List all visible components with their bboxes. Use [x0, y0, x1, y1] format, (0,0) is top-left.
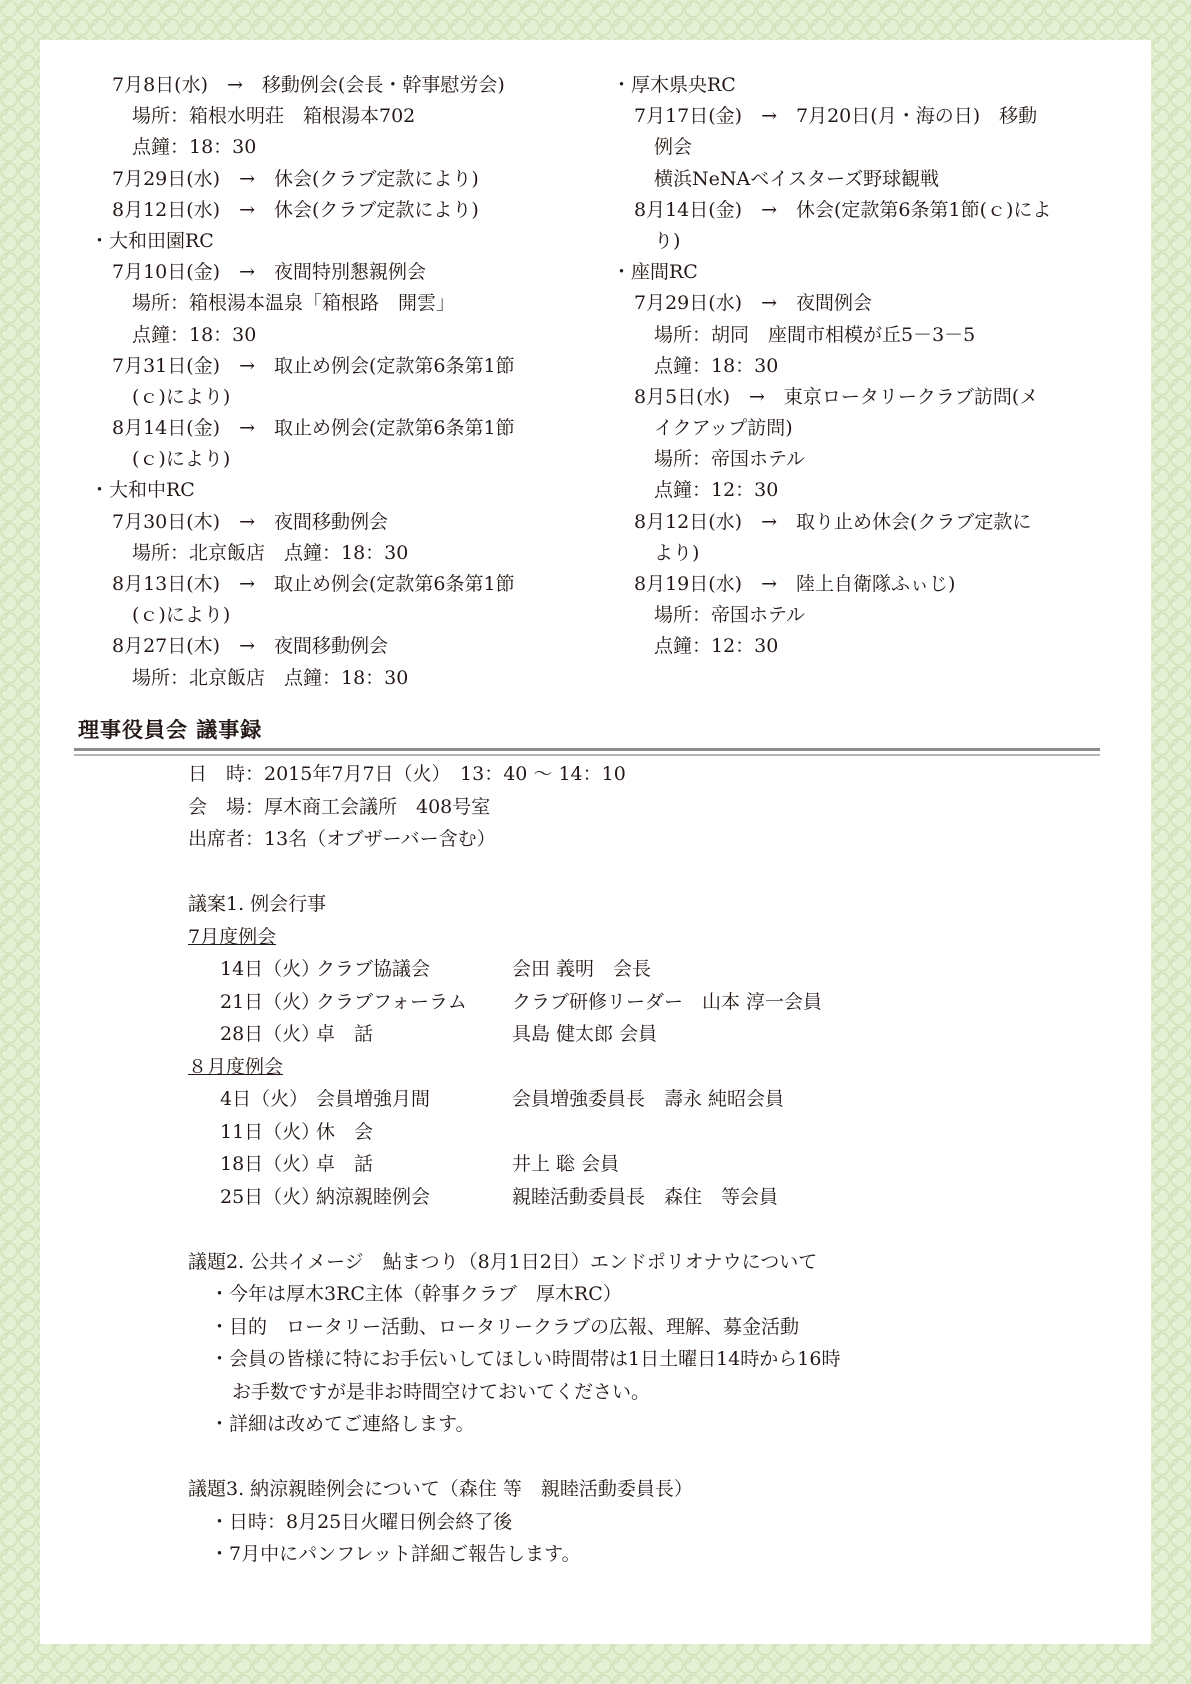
schedule-date: 14日（火）	[220, 958, 321, 980]
schedule-row	[188, 1181, 1088, 1214]
right_column-line: 場所：帝国ホテル	[654, 604, 806, 627]
schedule-presenter: クラブ研修リーダー 山本 淳一会員	[512, 990, 823, 1013]
right_column-line: り)	[654, 229, 681, 252]
right_column-line: イクアップ訪問)	[654, 417, 793, 440]
right_column-line: 場所：帝国ホテル	[654, 448, 806, 471]
left_column-line: 7月30日(木) → 夜間移動例会	[112, 510, 389, 533]
schedule-title: 卓 話	[316, 1023, 374, 1045]
meeting-venue: 会 場：厚木商工会議所 408号室	[188, 795, 491, 818]
schedule-date: 18日（火）	[220, 1153, 321, 1175]
right_column-line: 7月29日(水) → 夜間例会	[634, 292, 873, 315]
right_column-line: 点鐘：12：30	[654, 479, 779, 502]
july-label: 7月度例会	[188, 925, 277, 948]
agenda-item: ・7月中にパンフレット詳細ご報告します。	[210, 1543, 581, 1565]
meeting-date: 日 時：2015年7月7日（火） 13：40 ～ 14：10	[188, 763, 626, 785]
left_column-line: ・大和中RC	[90, 479, 195, 502]
left_column-line: (ｃ)により)	[132, 604, 231, 627]
schedule-title: 休 会	[316, 1120, 374, 1143]
right_column-line: 7月17日(金) → 7月20日(月・海の日) 移動	[634, 105, 1038, 128]
right-column	[612, 70, 1112, 663]
schedule-title: 納涼親睦例会	[316, 1185, 431, 1208]
schedule-presenter: 会員増強委員長 壽永 純昭会員	[512, 1088, 785, 1110]
minutes-body	[188, 758, 1088, 1571]
schedule-title: クラブフォーラム	[316, 990, 467, 1013]
right_column-line: 場所：胡同 座間市相模が丘5－3－5	[654, 323, 976, 346]
left_column-line: 8月12日(水) → 休会(クラブ定款により)	[112, 198, 479, 221]
left_column-line: 8月27日(木) → 夜間移動例会	[112, 635, 389, 658]
right_column-line: 8月12日(水) → 取り止め休会(クラブ定款に	[634, 510, 1032, 533]
august-label: ８月度例会	[188, 1055, 284, 1078]
schedule-date: 28日（火）	[220, 1023, 321, 1045]
left_column-line: 7月29日(水) → 休会(クラブ定款により)	[112, 167, 479, 190]
agenda3-items	[188, 1506, 1088, 1571]
left_column-line: 場所：北京飯店 点鐘：18：30	[132, 666, 409, 689]
schedule-date: 4日（火）	[220, 1088, 309, 1110]
right_column-line: 点鐘：18：30	[654, 354, 779, 377]
agenda1-heading: 議案1. 例会行事	[188, 893, 327, 915]
left_column-line: 8月13日(木) → 取止め例会(定款第6条第1節	[112, 573, 515, 595]
agenda-item: ・詳細は改めてご連絡します。	[210, 1413, 475, 1435]
right_column-line: より)	[654, 541, 700, 564]
agenda-item: ・目的 ロータリー活動、ロータリークラブの広報、理解、募金活動	[210, 1315, 800, 1338]
left_column-line: 8月14日(金) → 取止め例会(定款第6条第1節	[112, 417, 515, 440]
schedule-presenter: 親睦活動委員長 森住 等会員	[512, 1185, 779, 1208]
agenda-item: お手数ですが是非お時間空けておいてください。	[232, 1380, 651, 1403]
section-rule	[74, 748, 1100, 751]
left_column-line: 点鐘：18：30	[132, 323, 257, 346]
right_column-line: 点鐘：12：30	[654, 635, 779, 658]
right_column-line: 8月14日(金) → 休会(定款第6条第1節(ｃ)によ	[634, 198, 1052, 221]
right_column-line: ・厚木県央RC	[612, 74, 736, 96]
spacer	[188, 856, 1088, 889]
july-schedule	[188, 953, 1088, 1051]
schedule-date: 11日（火）	[220, 1120, 321, 1143]
agenda2-heading: 議題2. 公共イメージ 鮎まつり（8月1日2日）エンドポリオナウについて	[188, 1250, 818, 1273]
left_column-line: (ｃ)により)	[132, 448, 231, 471]
spacer	[188, 1441, 1088, 1474]
schedule-title: 卓 話	[316, 1153, 374, 1175]
left_column-line: 7月31日(金) → 取止め例会(定款第6条第1節	[112, 354, 515, 377]
left_column-line: 場所：北京飯店 点鐘：18：30	[132, 541, 409, 564]
schedule-presenter: 具島 健太郎 会員	[512, 1023, 658, 1045]
agenda-item: ・日時：8月25日火曜日例会終了後	[210, 1510, 513, 1533]
right_column-line: 例会	[654, 136, 693, 159]
schedule-row	[188, 1083, 1088, 1116]
schedule-row	[188, 986, 1088, 1019]
schedule-date: 21日（火）	[220, 990, 321, 1013]
left_column-line: 7月10日(金) → 夜間特別懇親例会	[112, 261, 427, 284]
left_column-line: 点鐘：18：30	[132, 136, 257, 159]
schedule-title: クラブ協議会	[316, 958, 431, 980]
left-column	[90, 70, 590, 694]
schedule-title: 会員増強月間	[316, 1088, 431, 1110]
schedule-presenter: 会田 義明 会長	[512, 958, 652, 980]
schedule-presenter: 井上 聡 会員	[512, 1153, 620, 1175]
agenda2-items	[188, 1278, 1088, 1441]
right_column-line: 横浜NeNAベイスターズ野球観戦	[654, 167, 940, 190]
section-rule-thin	[74, 754, 1100, 756]
left_column-line: 7月8日(水) → 移動例会(会長・幹事慰労会)	[112, 74, 505, 96]
left_column-line: 場所：箱根水明荘 箱根湯本702	[132, 105, 416, 128]
schedule-row	[188, 1148, 1088, 1181]
schedule-row	[188, 1116, 1088, 1149]
agenda-item: ・会員の皆様に特にお手伝いしてほしい時間帯は1日土曜日14時から16時	[210, 1348, 841, 1370]
document-page	[40, 40, 1151, 1644]
agenda3-heading: 議題3. 納涼親睦例会について（森住 等 親睦活動委員長）	[188, 1478, 693, 1500]
right_column-line: ・座間RC	[612, 261, 698, 284]
schedule-row	[188, 953, 1088, 986]
left_column-line: (ｃ)により)	[132, 385, 231, 408]
left_column-line: 場所：箱根湯本温泉「箱根路 開雲」	[132, 292, 456, 315]
schedule-row	[188, 1018, 1088, 1051]
agenda-item: ・今年は厚木3RC主体（幹事クラブ 厚木RC）	[210, 1283, 622, 1305]
left_column-line: ・大和田園RC	[90, 229, 214, 252]
meeting-attendees: 出席者：13名（オブザーバー含む）	[188, 828, 496, 850]
schedule-date: 25日（火）	[220, 1185, 321, 1208]
spacer	[188, 1213, 1088, 1246]
right_column-line: 8月5日(水) → 東京ロータリークラブ訪問(メ	[634, 385, 1039, 408]
right_column-line: 8月19日(水) → 陸上自衛隊ふぃじ)	[634, 573, 956, 595]
august-schedule	[188, 1083, 1088, 1213]
section-title: 理事役員会 議事録	[78, 718, 263, 742]
